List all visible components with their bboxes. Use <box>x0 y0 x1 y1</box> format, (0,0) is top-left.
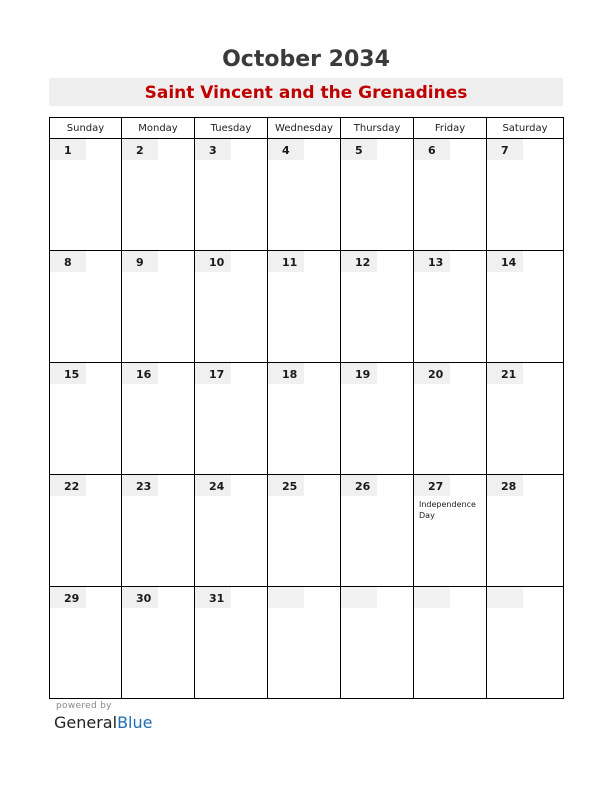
week-row <box>50 475 564 587</box>
day-number: 24 <box>209 480 225 493</box>
empty-day-badge <box>414 587 450 608</box>
weekday-header: Tuesday <box>195 118 268 139</box>
day-cell <box>487 139 564 251</box>
day-number-badge <box>414 139 450 160</box>
day-number-badge <box>268 363 304 384</box>
day-number-badge <box>195 139 231 160</box>
day-number-badge <box>50 251 86 272</box>
day-cell <box>50 363 122 475</box>
day-number: 21 <box>501 368 517 381</box>
day-number-badge <box>414 363 450 384</box>
day-cell <box>414 251 487 363</box>
day-number: 17 <box>209 368 225 381</box>
day-number: 8 <box>64 256 72 269</box>
day-cell <box>122 139 195 251</box>
day-number: 27 <box>428 480 444 493</box>
day-number-badge <box>50 363 86 384</box>
day-number-badge <box>341 251 377 272</box>
day-number: 18 <box>282 368 298 381</box>
weekday-header: Sunday <box>50 118 122 139</box>
day-number-badge <box>414 475 450 496</box>
day-number-badge <box>341 363 377 384</box>
weekday-header: Saturday <box>487 118 564 139</box>
day-number: 12 <box>355 256 371 269</box>
day-cell <box>50 251 122 363</box>
day-number-badge <box>268 139 304 160</box>
day-cell <box>487 363 564 475</box>
day-cell-empty <box>414 587 487 699</box>
day-cell <box>195 475 268 587</box>
day-number: 4 <box>282 144 290 157</box>
day-cell <box>341 363 414 475</box>
day-number: 3 <box>209 144 217 157</box>
day-number: 31 <box>209 592 225 605</box>
day-cell <box>122 475 195 587</box>
day-cell-empty <box>487 587 564 699</box>
day-cell <box>195 139 268 251</box>
day-cell <box>268 475 341 587</box>
day-cell <box>195 251 268 363</box>
day-number-badge <box>122 475 158 496</box>
day-number: 30 <box>136 592 152 605</box>
weekday-header: Thursday <box>341 118 414 139</box>
weekday-header: Monday <box>122 118 195 139</box>
day-cell <box>341 139 414 251</box>
day-number-badge <box>341 139 377 160</box>
day-number-badge <box>195 475 231 496</box>
day-cell <box>268 139 341 251</box>
day-cell <box>50 139 122 251</box>
day-number: 7 <box>501 144 509 157</box>
holiday-event: Independence Day <box>419 500 476 520</box>
day-number: 9 <box>136 256 144 269</box>
day-number: 13 <box>428 256 444 269</box>
day-number: 22 <box>64 480 80 493</box>
weekday-header-row <box>50 118 564 139</box>
day-cell <box>487 475 564 587</box>
calendar-title: October 2034 <box>222 47 390 72</box>
weekday-header: Friday <box>414 118 487 139</box>
day-number-badge <box>122 139 158 160</box>
week-row <box>50 363 564 475</box>
day-number: 16 <box>136 368 152 381</box>
country-banner <box>49 78 563 106</box>
day-number: 20 <box>428 368 444 381</box>
day-cell <box>414 139 487 251</box>
day-cell <box>122 587 195 699</box>
generalblue-logo[interactable] <box>54 713 152 732</box>
empty-day-badge <box>268 587 304 608</box>
day-number: 10 <box>209 256 225 269</box>
day-cell <box>341 475 414 587</box>
day-number-badge <box>122 251 158 272</box>
day-cell <box>195 363 268 475</box>
day-number-badge <box>50 587 86 608</box>
day-cell <box>122 363 195 475</box>
day-cell <box>414 363 487 475</box>
day-number-badge <box>195 587 231 608</box>
day-cell <box>414 475 487 587</box>
empty-day-badge <box>341 587 377 608</box>
day-number: 28 <box>501 480 517 493</box>
empty-day-badge <box>487 587 523 608</box>
day-cell <box>341 251 414 363</box>
day-number-badge <box>195 363 231 384</box>
day-number: 11 <box>282 256 298 269</box>
day-number: 1 <box>64 144 72 157</box>
day-number-badge <box>414 251 450 272</box>
day-cell <box>50 475 122 587</box>
day-number: 6 <box>428 144 436 157</box>
day-number: 29 <box>64 592 80 605</box>
day-number: 2 <box>136 144 144 157</box>
powered-by-text: powered by <box>56 701 112 711</box>
day-number-badge <box>50 139 86 160</box>
day-cell <box>122 251 195 363</box>
day-number-badge <box>195 251 231 272</box>
country-name: Saint Vincent and the Grenadines <box>144 83 468 103</box>
day-cell-empty <box>341 587 414 699</box>
day-number: 26 <box>355 480 371 493</box>
day-number-badge <box>487 475 523 496</box>
day-number: 23 <box>136 480 152 493</box>
brand-general: General <box>54 713 118 732</box>
day-number-badge <box>487 139 523 160</box>
day-cell <box>487 251 564 363</box>
week-row <box>50 139 564 251</box>
day-number: 19 <box>355 368 371 381</box>
day-number-badge <box>268 251 304 272</box>
day-cell <box>195 587 268 699</box>
day-cell <box>268 251 341 363</box>
week-row <box>50 251 564 363</box>
calendar-grid <box>49 117 564 699</box>
week-row <box>50 587 564 699</box>
day-cell <box>268 363 341 475</box>
day-number: 25 <box>282 480 298 493</box>
day-number: 14 <box>501 256 517 269</box>
brand-blue: Blue <box>117 713 153 732</box>
day-cell-empty <box>268 587 341 699</box>
day-number-badge <box>268 475 304 496</box>
day-number-badge <box>122 587 158 608</box>
day-number-badge <box>487 363 523 384</box>
day-number-badge <box>50 475 86 496</box>
day-number-badge <box>487 251 523 272</box>
day-number-badge <box>122 363 158 384</box>
day-number: 5 <box>355 144 363 157</box>
day-number-badge <box>341 475 377 496</box>
day-number: 15 <box>64 368 80 381</box>
weekday-header: Wednesday <box>268 118 341 139</box>
day-cell <box>50 587 122 699</box>
